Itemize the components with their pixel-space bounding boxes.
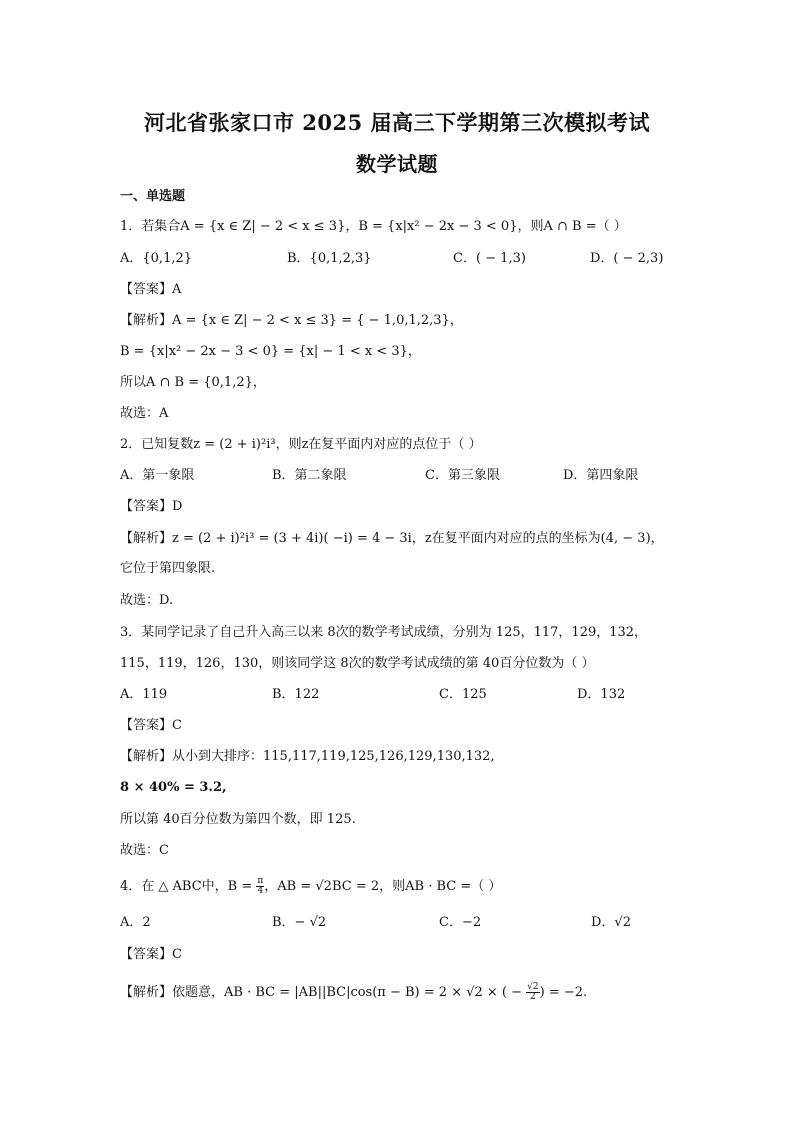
- q4-stem-post: ，AB = √2BC = 2，则AB · BC =（ ）: [264, 879, 502, 894]
- q4-fraction-num: π: [257, 876, 264, 886]
- q4-analysis: [120, 983, 587, 1002]
- answer-label: 【答案】: [120, 718, 173, 733]
- q1-analysis-text: A = {x ∈ Z| − 2 < x ≤ 3} = { − 1,0,1,2,3}，: [172, 313, 463, 328]
- q4-stem: [120, 877, 501, 896]
- q4-analysis-pre: 依题意，AB · BC = |AB||BC|cos(π − B) = 2 × √2 × ( −: [172, 985, 527, 1000]
- answer-label: 【答案】: [120, 282, 173, 297]
- q3-answer: [120, 717, 182, 735]
- q1-answer: [120, 281, 181, 299]
- q3-analysis-4: 故选：C: [120, 843, 169, 858]
- q4-option-b: B．− √2: [272, 915, 327, 930]
- q1-analysis-3: 所以A ∩ B = {0,1,2}，: [120, 375, 266, 390]
- q2-answer-value: D: [172, 499, 183, 514]
- q1-stem: 1．若集合A = {x ∈ Z| − 2 < x ≤ 3}，B = {x|x² − 2x − 3 < 0}，则A ∩ B =（ ）: [120, 219, 627, 234]
- q2-analysis-text: z = (2 + i)²i³ = (3 + 4i)( −i) = 4 − 3i，z在复平面内对应的点的坐标为(4, − 3)，: [172, 531, 664, 546]
- q2-option-d: D．第四象限: [563, 468, 639, 483]
- q3-option-d: D．132: [577, 687, 626, 702]
- q4-analysis-post: ) = −2.: [539, 985, 588, 1000]
- q4-analysis-fraction: [526, 983, 539, 1002]
- q3-stem-2: 115，119，126，130，则该同学这 8次的数学考试成绩的第 40百分位数为（ ）: [120, 656, 595, 671]
- q1-option-d: D．( − 2,3): [590, 251, 664, 266]
- analysis-label: 【解析】: [120, 531, 173, 546]
- q1-analysis-4: 故选：A: [120, 406, 169, 421]
- q1-option-b: B．{0,1,2,3}: [287, 251, 372, 266]
- q3-stem-1: 3．某同学记录了自己升入高三以来 8次的数学考试成绩，分别为 125，117，129，132，: [120, 625, 648, 640]
- analysis-label: 【解析】: [120, 313, 173, 328]
- q3-answer-value: C: [172, 718, 182, 733]
- q4-stem-pre: 4．在 △ ABC中，B =: [120, 879, 257, 894]
- q1-answer-value: A: [172, 282, 182, 297]
- q1-option-c: C．( − 1,3): [453, 251, 526, 266]
- q2-stem: 2．已知复数z = (2 + i)²i³，则z在复平面内对应的点位于（ ）: [120, 437, 482, 452]
- answer-label: 【答案】: [120, 499, 173, 514]
- q3-analysis-2: 8 × 40% = 3.2,: [120, 780, 227, 795]
- q2-analysis-3: 故选：D.: [120, 593, 174, 608]
- q2-analysis-1: [120, 530, 664, 548]
- q3-option-b: B．122: [272, 687, 320, 702]
- q1-analysis-2: B = {x|x² − 2x − 3 < 0} = {x| − 1 < x < 3}，: [120, 344, 421, 359]
- q4-answer-value: C: [172, 947, 182, 962]
- q4-option-d: D．√2: [591, 915, 631, 930]
- q4-option-a: A．2: [120, 915, 151, 930]
- q2-analysis-2: 它位于第四象限.: [120, 561, 216, 576]
- q2-answer: [120, 498, 182, 516]
- q1-option-a: A．{0,1,2}: [120, 251, 193, 266]
- page-subtitle: 数学试题: [356, 152, 438, 176]
- q3-option-c: C．125: [439, 687, 487, 702]
- analysis-label: 【解析】: [120, 985, 173, 1000]
- section-heading: 一、单选题: [120, 189, 186, 204]
- q2-option-a: A．第一象限: [120, 468, 195, 483]
- page-title: 河北省张家口市 2025 届高三下学期第三次模拟考试: [143, 110, 651, 135]
- q4-answer: [120, 946, 182, 964]
- q4-analysis-fraction-den: 2: [530, 992, 536, 1002]
- q3-analysis-text: 从小到大排序：115,117,119,125,126,129,130,132,: [172, 749, 495, 764]
- q4-analysis-fraction-num: √2: [527, 982, 539, 992]
- q3-option-a: A．119: [120, 687, 168, 702]
- q2-option-b: B．第二象限: [272, 468, 347, 483]
- q4-fraction-den: 4: [257, 886, 264, 896]
- analysis-label: 【解析】: [120, 749, 173, 764]
- q1-analysis-1: [120, 312, 463, 330]
- q2-option-c: C．第三象限: [425, 468, 500, 483]
- answer-label: 【答案】: [120, 947, 173, 962]
- q4-option-c: C．−2: [439, 915, 482, 930]
- q3-analysis-3: 所以第 40百分位数为第四个数，即 125.: [120, 812, 356, 827]
- q3-analysis-1: [120, 748, 495, 766]
